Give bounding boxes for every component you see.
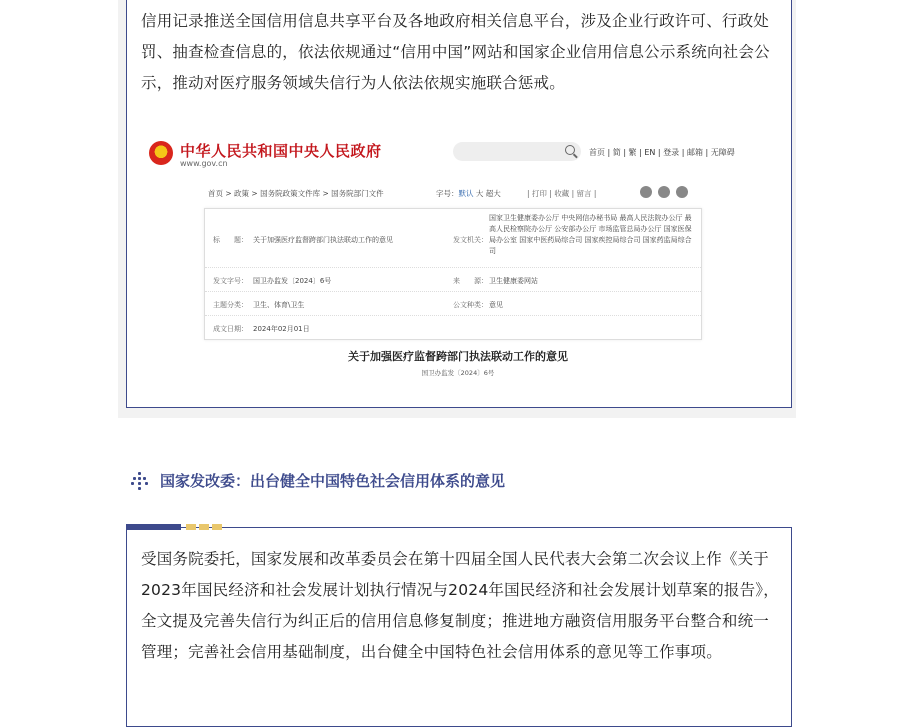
- source-value: 卫生健康委网站: [489, 277, 538, 285]
- font-default: 默认: [458, 189, 474, 198]
- type-value: 意见: [489, 301, 503, 309]
- issuer-value: 国家卫生健康委办公厅 中央网信办秘书局 最高人民法院办公厅 最高人民检察院办公厅 公安部办公厅 市场监管总局办公厅 国家医保局办公室 国家中医药局综合司 国家疾控局综合司 国家药监局综合司: [489, 214, 692, 255]
- date-label: 成文日期：: [213, 325, 248, 333]
- page-tools: | 打印 | 收藏 | 留言 |: [527, 189, 597, 198]
- search-icon: [565, 145, 575, 155]
- decor-stripes: [186, 524, 224, 530]
- wechat-icon: [640, 186, 652, 198]
- national-emblem-icon: [149, 141, 173, 165]
- font-xlarge: 超大: [485, 189, 501, 198]
- breadcrumb: 首页 > 政策 > 国务院政策文件库 > 国务院部门文件: [208, 189, 384, 198]
- decor-bar: [126, 524, 181, 530]
- date-value: 2024年02月01日: [253, 325, 310, 333]
- divider: [205, 267, 701, 268]
- star-icon: [676, 186, 688, 198]
- top-nav: 首页 | 简 | 繁 | EN | 登录 | 邮箱 | 无障碍: [589, 148, 735, 157]
- type-label: 公文种类：: [453, 301, 488, 309]
- document-info-box: [204, 208, 702, 340]
- font-size-control: [436, 188, 501, 199]
- divider: [205, 291, 701, 292]
- docno-value: 国卫办监发〔2024〕6号: [253, 277, 332, 285]
- title-label: 标 题：: [213, 236, 248, 244]
- site-title: 中华人民共和国中央人民政府: [180, 142, 382, 160]
- font-large: 大: [475, 189, 484, 198]
- source-label: 来 源：: [453, 277, 488, 285]
- gov-page-screenshot: [142, 128, 774, 390]
- section2-paragraph: 受国务院委托，国家发展和改革委员会在第十四届全国人民代表大会第二次会议上作《关于2023年国民经济和社会发展计划执行情况与2024年国民经济和社会发展计划草案的报告》，全文提及完善失信行为纠正后的信用信息修复制度；推进地方融资信用服务平台整合和统一管理；完善社会信用基础制度，出台健全中国特色社会信用体系的意见等工作事项。: [141, 550, 779, 661]
- document-title: 关于加强医疗监督跨部门执法联动工作的意见: [348, 350, 568, 363]
- font-size-label: 字号：: [436, 189, 459, 198]
- document-number: 国卫办监发〔2024〕6号: [421, 369, 495, 377]
- section1-paragraph: 信用记录推送全国信用信息共享平台及各地政府相关信息平台，涉及企业行政许可、行政处罚、抽查检查信息的，依法依规通过“信用中国”网站和国家企业信用信息公示系统向社会公示，推动对医疗服务领域失信行为人依法依规实施联合惩戒。: [141, 12, 770, 92]
- docno-label: 发文字号：: [213, 277, 248, 285]
- issuer-label: 发文机关：: [453, 236, 488, 244]
- divider: [205, 315, 701, 316]
- weibo-icon: [658, 186, 670, 198]
- subject-value: 卫生、体育\卫生: [253, 301, 305, 309]
- site-url: www.gov.cn: [180, 159, 228, 168]
- section2-heading: 国家发改委：出台健全中国特色社会信用体系的意见: [160, 472, 506, 490]
- search-input: [453, 142, 581, 161]
- title-value: 关于加强医疗监督跨部门执法联动工作的意见: [253, 236, 393, 244]
- dots-icon: [131, 472, 149, 490]
- subject-label: 主题分类：: [213, 301, 248, 309]
